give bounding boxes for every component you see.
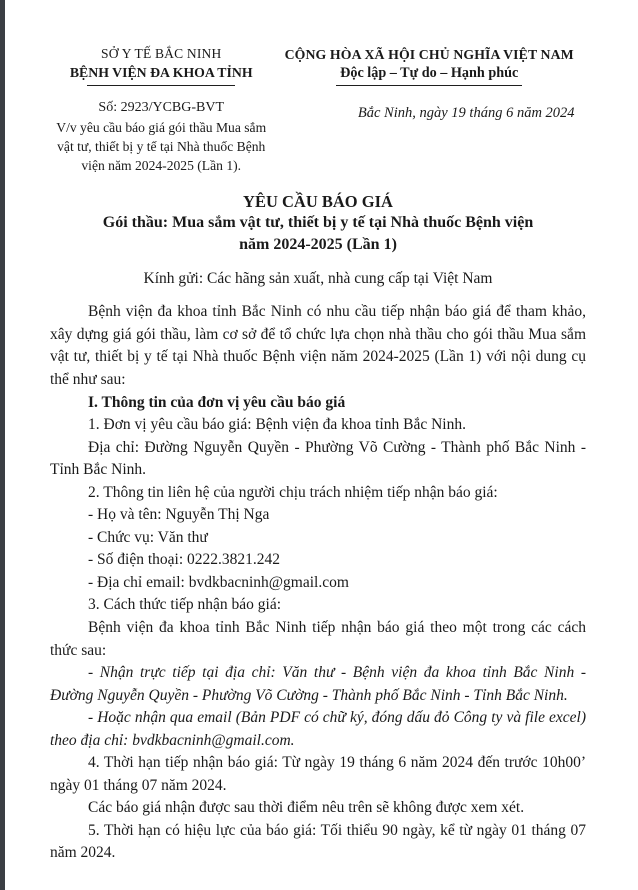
motto-wrap [272, 63, 586, 86]
body-paragraph: 4. Thời hạn tiếp nhận báo giá: Từ ngày 19 tháng 6 năm 2024 đến trước 10h00’ ngày 01 tháng 07 năm 2024. [50, 754, 586, 794]
org-name: BỆNH VIỆN ĐA KHOA TỈNH [69, 64, 253, 80]
body-paragraph: Bệnh viện đa khoa tỉnh Bắc Ninh có nhu cầu tiếp nhận báo giá để tham khảo, xây dựng giá gói thầu, làm cơ sở để tổ chức lựa chọn nhà thầu cho gói thầu Mua sắm vật tư, thiết bị y tế tại Nhà thuốc Bệnh viện năm 2024-2025 (Lần 1) với nội dung cụ thể như sau: [50, 303, 586, 388]
document-title: YÊU CẦU BÁO GIÁ [243, 191, 393, 211]
package-title-line2: năm 2024-2025 (Lần 1) [239, 235, 397, 253]
parent-org-name: SỞ Y TẾ BẮC NINH [100, 46, 222, 61]
issuer-underline [87, 85, 235, 86]
body-paragraph: Bệnh viện đa khoa tỉnh Bắc Ninh tiếp nhận báo giá theo một trong các cách thức sau: [50, 618, 586, 659]
national-motto: Độc lập – Tự do – Hạnh phúc [336, 65, 522, 86]
body-paragraph: 5. Thời hạn có hiệu lực của báo giá: Tối thiểu 90 ngày, kể từ ngày 01 tháng 07 năm 2024. [50, 821, 586, 862]
body-paragraph: 1. Đơn vị yêu cầu báo giá: Bệnh viện đa khoa tỉnh Bắc Ninh. [88, 416, 466, 434]
body-paragraph: - Họ và tên: Nguyễn Thị Nga [88, 506, 270, 524]
place-and-date: Bắc Ninh, ngày 19 tháng 6 năm 2024 [357, 104, 575, 121]
body-paragraph: - Chức vụ: Văn thư [88, 528, 208, 546]
document-subject: V/v yêu cầu báo giá gói thầu Mua sắm vật tư, thiết bị y tế tại Nhà thuốc Bệnh viện năm 2024-2025 (Lần 1). [56, 119, 267, 174]
body-paragraph: Địa chỉ: Đường Nguyễn Quyền - Phường Võ Cường - Thành phố Bắc Ninh - Tỉnh Bắc Ninh. [50, 438, 586, 479]
document-number: Số: 2923/YCBG-BVT [98, 99, 225, 115]
document-body [50, 301, 586, 865]
country-name-line: CỘNG HÒA XÃ HỘI CHỦ NGHĨA VIỆT NAM [284, 47, 574, 62]
body-paragraph: 3. Cách thức tiếp nhận báo giá: [88, 596, 282, 614]
body-paragraph: - Số điện thoại: 0222.3821.242 [88, 551, 281, 569]
body-paragraph: 2. Thông tin liên hệ của người chịu trách nhiệm tiếp nhận báo giá: [88, 483, 498, 501]
body-paragraph: - Hoặc nhận qua email (Bản PDF có chữ ký, đóng dấu đỏ Công ty và file excel) theo địa chỉ: bvdkbacninh@gmail.com. [50, 709, 586, 749]
body-paragraph: - Nhận trực tiếp tại địa chỉ: Văn thư - Bệnh viện đa khoa tỉnh Bắc Ninh - Đường Nguyễn Quyền - Phường Võ Cường - Thành phố Bắc Ninh - Tỉnh Bắc Ninh. [50, 664, 586, 704]
body-paragraph: - Địa chỉ email: bvdkbacninh@gmail.com [88, 573, 349, 591]
document-header [50, 46, 586, 176]
national-header-block [272, 46, 586, 122]
issuer-block [50, 46, 272, 176]
body-paragraph: Các báo giá nhận được sau thời điểm nêu trên sẽ không được xem xét. [88, 799, 525, 817]
salutation-line: Kính gửi: Các hãng sản xuất, nhà cung cấp tại Việt Nam [143, 270, 493, 288]
body-paragraph: I. Thông tin của đơn vị yêu cầu báo giá [88, 393, 346, 411]
package-title-line1: Gói thầu: Mua sắm vật tư, thiết bị y tế tại Nhà thuốc Bệnh viện [102, 214, 534, 232]
